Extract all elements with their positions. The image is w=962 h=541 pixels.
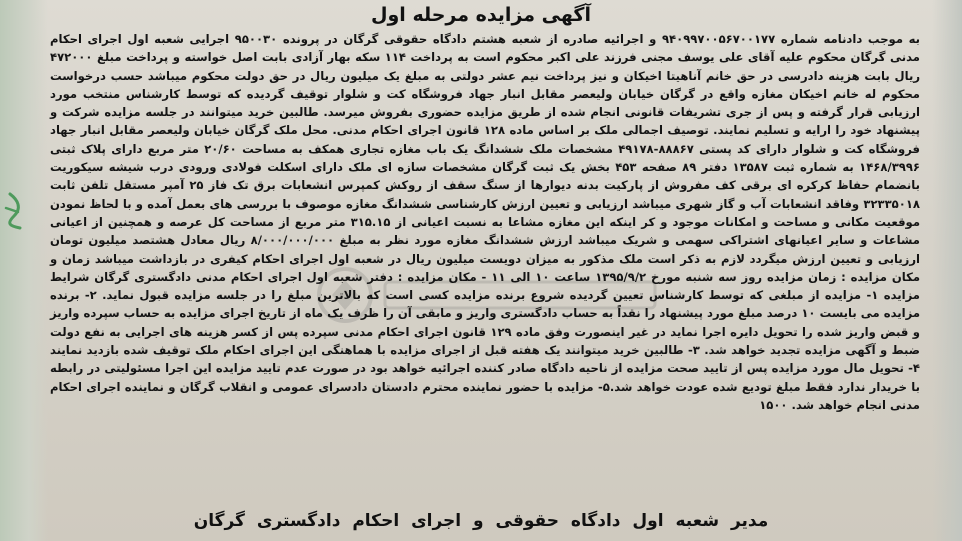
notice-body: به موجب دادنامه شماره ۹۴۰۹۹۷۰۰۵۶۷۰۰۱۷۷ و اجرائیه صادره از شعبه هشتم دادگاه حقوقی گرگان در پرونده ۹۵۰۰۳۰ اجرایی شعبه اول اجرای احکام مدنی گرگان محکوم علیه آقای علی یوسف مجنی فرزند علی اکبر محکوم است به پرداخت ۱۱۴ سکه بهار آزادی بابت اصل خواسته و پرداخت مبلغ ۴۷۲۰۰۰ ریال بابت هزینه دادرسی در حق خانم آناهیتا اخیکان و نیز پرداخت نیم عشر دولتی به مبلغ یک میلیون ریال در حق دولت محکوم میباشد حسب درخواست محکوم له خانم اخیکان مغازه واقع در گرگان خیابان ولیعصر مقابل انبار جهاد فروشگاه کت و شلوار توقیف گردیده که توسط کارشناس منتخب مورد ارزیابی قرار گرفته و پس از جری تشریفات قانونی انجام شده از طریق مزایده حضوری بفروش میرسد. طالبین خرید میتوانند در جلسه مزایده شرکت و پیشنهاد خود را ارایه و تسلیم نمایند. توصیف اجمالی ملک بر اساس ماده ۱۲۸ قانون اجرای احکام مدنی. محل ملک گرگان خیابان ولیعصر مقابل انبار جهاد فروشگاه کت و شلوار دارای کد پستی ۸۸۸۶۷-۴۹۱۷۸ مشخصات ملک ششدانگ یک باب مغازه تجاری همکف به مساحت ۲۰/۶۰ متر مربع دارای پلاک ثبتی ۱۴۶۸/۳۹۹۶ به شماره ثبت ۱۳۵۸۷ دفتر ۸۹ صفحه ۴۵۳ بخش یک ثبت گرگان مشخصات سازه ای ملک دارای اسکلت فولادی ورودی درب شیشه سیکوریت بانضمام حفاظ کرکره ای برقی کف مفروش از پارکیت بدنه دیوارها از سنگ سقف از روکش کمپرس انشعابات برق تک فاز ۲۵ آمپر مستقل تلفن ثابت ۳۲۳۳۵۰۱۸ وفاقد انشعابات آب و گاز شهری میباشد ارزیابی و تعیین ارزش کارشناسی ششدانگ مغازه موصوف با بررسی های بعمل آمده و با لحاظ نمودن موقعیت مکانی و مساحت و امکانات موجود و کر اینکه این مغازه مشاعا به نسبت اعیانی از ۳۱۵.۱۵ متر مربع از مساحت کل عرصه و همچنین از اعیانی مشاعات و سایر اعیانهای اشتراکی سهمی و شریک میباشد ارزش ششدانگ مغازه مورد نظر به مبلغ ۸/۰۰۰/۰۰۰/۰۰۰ ریال معادل هشتصد میلیون تومان ارزیابی و تعیین ارزش میگردد لازم به ذکر است ملک مذکور به میزان دویست میلیون ریال در شعبه اول اجرای احکام کیفری در بازداشت میباشد زمان و مکان مزایده : زمان مزایده روز سه شنبه مورخ ۱۳۹۵/۹/۲ ساعت ۱۰ الی ۱۱ - مکان مزایده : دفتر شعبه اول اجرای احکام مدنی دادگستری گرگان شرایط مزایده ۱- مزایده از مبلغی که توسط کارشناس تعیین گردیده شروع برنده مزایده کسی است که بالاترین مبلغ را در جلسه مزایده قبول نماید. ۲- برنده مزایده می بایست ۱۰ درصد مبلغ مورد پیشنهاد را نقداً به حساب دادگستری واریز و مابقی آن را ظرف یک ماه از تاریخ اجرای مزایده به حساب سپرده واریز و قبض واریز شده را تحویل دایره اجرا نماید در غیر اینصورت وفق ماده ۱۲۹ قانون اجرای احکام مدنی سپرده پس از کسر هزینه های اجرایی به نفع دولت ضبط و آگهی مزایده تجدید خواهد شد. ۳- طالبین خرید میتوانند یک هفته قبل از اجرای مزایده با هماهنگی این اجرای احکام ملک توقیف شده بازدید نمایند ۴- تحویل مال مورد مزایده پس از تایید صحت مزایده از ناحیه دادگاه صادر کننده اجرائیه خواهد بود در صورت عدم تایید مزایده این اجرا مسئولیتی در رابطه با خریدار ندارد فقط مبلغ تودیع شده عودت خواهد شد.۵- مزایده با حضور نماینده محترم دادستان دادسرای عمومی و انقلاب گرگان و نماینده اجرای احکام مدنی انجام خواهد شد. ۱۵۰۰ <box>50 32 921 412</box>
left-page-edge <box>0 0 48 541</box>
notice-title: آگهی مزایده مرحله اول <box>371 4 591 26</box>
green-ink-mark <box>4 190 38 230</box>
notice-signature: مدیر شعبه اول دادگاه حقوقی و اجرای احکام دادگستری گرگان <box>193 511 769 531</box>
right-page-edge <box>932 0 962 541</box>
